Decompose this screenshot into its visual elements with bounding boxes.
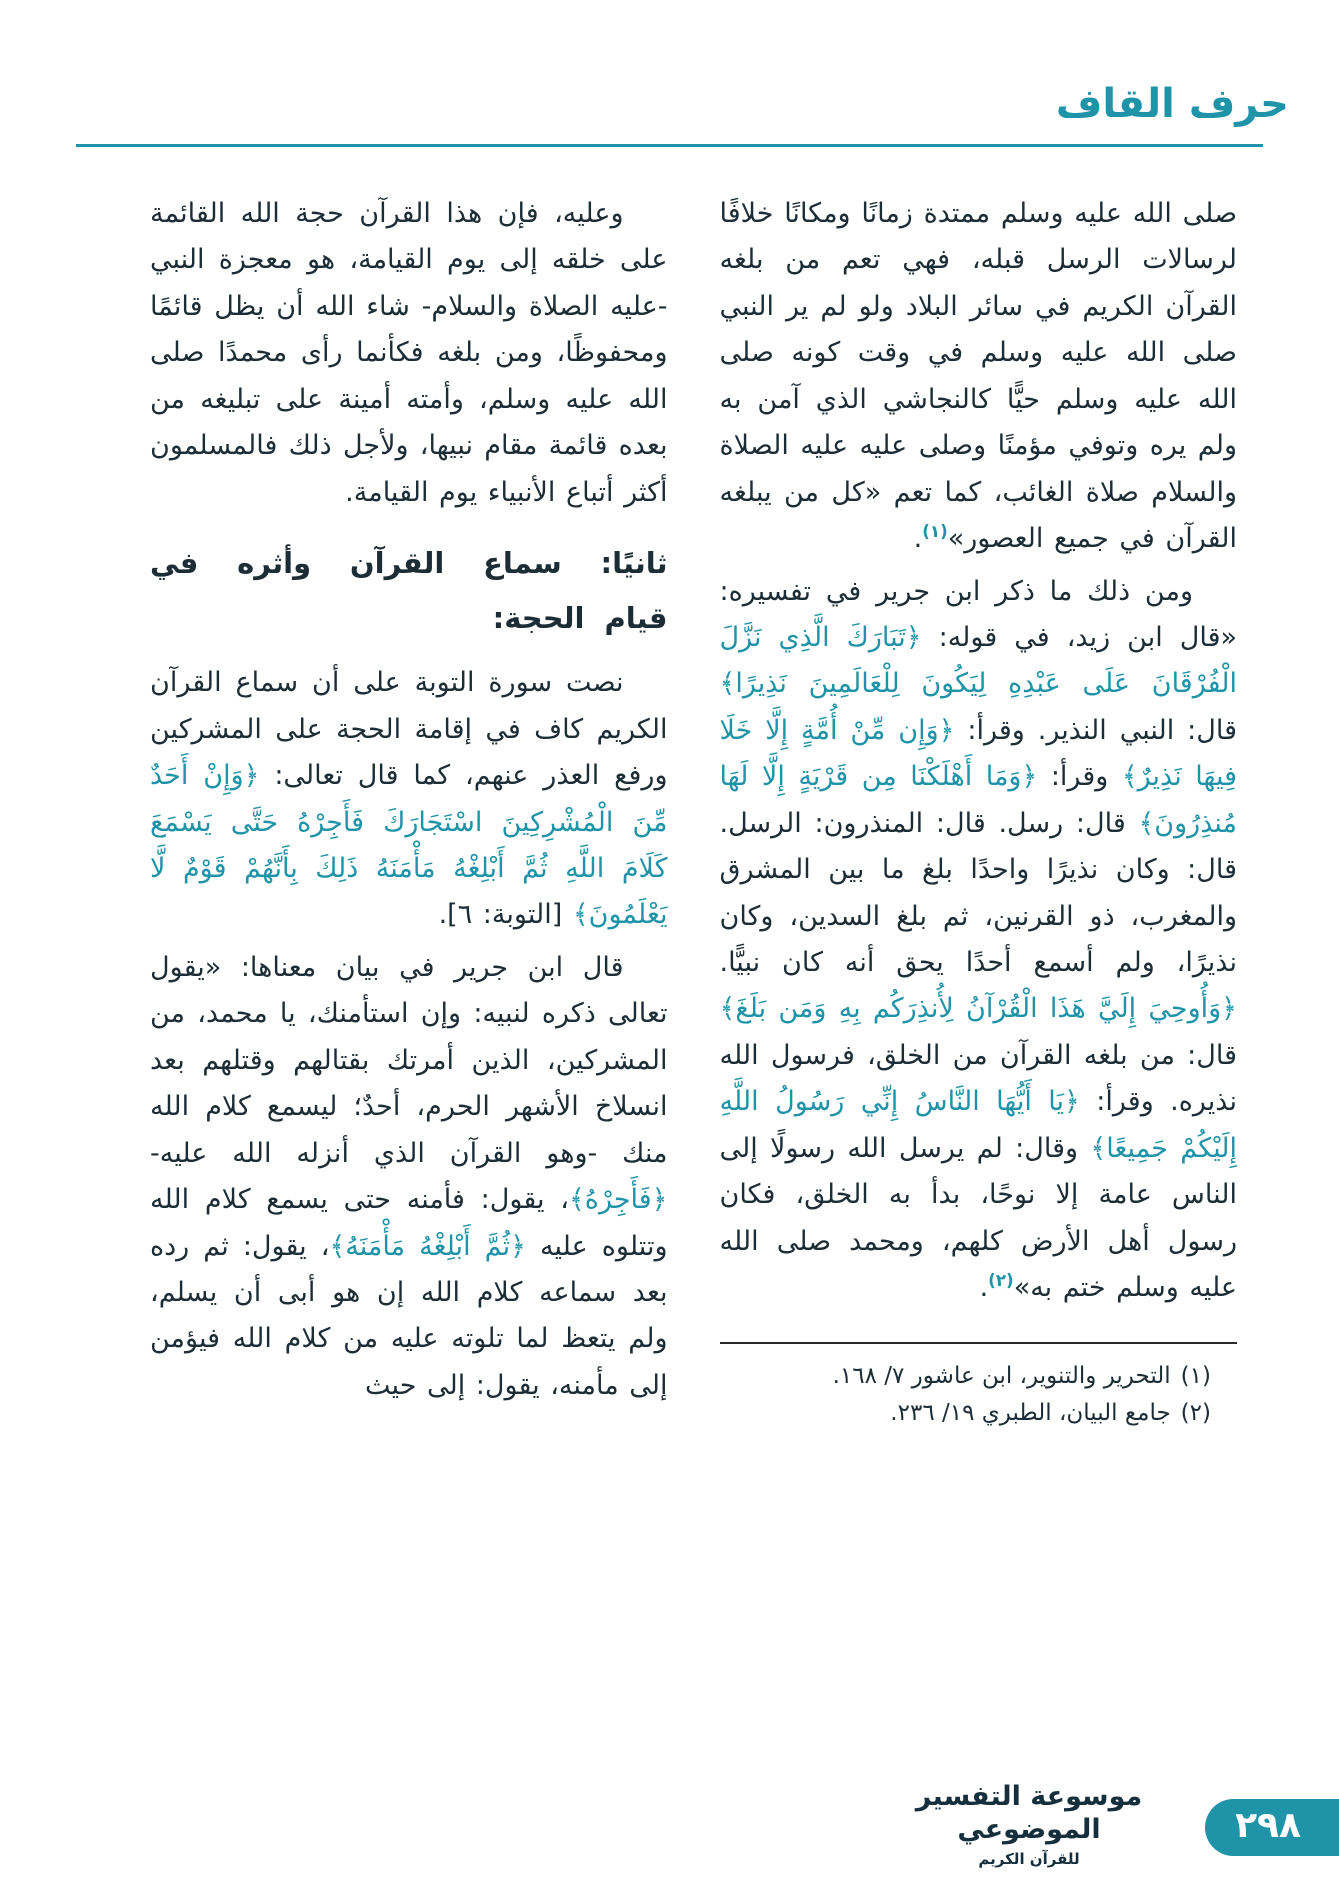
footnote-list [720,1358,1238,1434]
body-text: ، يقول: ثم رده بعد سماعه كلام الله إن هو أبى أن يسلم، ولم يتعظ لما تلوته عليه من كلام الله فيؤمن إلى مأمنه، يقول: إلى حيث [150,1230,668,1401]
body-text: قال: النبي النذير. وقرأ: [954,714,1237,746]
paragraph [720,191,1238,563]
publisher-logo-subtitle: للقرآن الكريم [978,1850,1080,1868]
paragraph [150,945,668,1409]
body-text: نصت سورة التوبة على أن سماع القرآن الكريم كاف في إقامة الحجة على المشركين ورفع العذر عنهم، كما قال تعالى: [150,667,668,792]
quran-verse: ﴿يَا أَيُّهَا النَّاسُ إِنِّي رَسُولُ اللَّهِ إِلَيْكُمْ جَمِيعًا﴾ [719,1086,1237,1164]
quran-verse: ﴿فَأَجِرْهُ﴾ [568,1184,668,1216]
footnote-marker: (١) [1180,1362,1211,1389]
quran-verse: ﴿ثُمَّ أَبْلِغْهُ مَأْمَنَهُ﴾ [329,1230,526,1262]
page-number: ٢٩٨ [1235,1805,1301,1846]
chapter-title: حرف القاف [1055,81,1289,127]
publisher-logo [889,1781,1169,1868]
quran-verse: ﴿وَإِنْ أَحَدٌ مِّنَ الْمُشْرِكِينَ اسْتَجَارَكَ فَأَجِرْهُ حَتَّى يَسْمَعَ كَلَامَ اللَّهِ ثُمَّ أَبْلِغْهُ مَأْمَنَهُ ذَلِكَ بِأَنَّهُمْ قَوْمٌ لَّا يَعْلَمُونَ﴾ [150,760,668,931]
body-text: وقال: لم يرسل الله رسولًا إلى الناس عامة إلا نوحًا، بدأ به الخلق، فكان رسول أهل الأرض كلهم، ومحمد صلى الله عليه وسلم ختم به» [719,1132,1237,1304]
body-text: ومن ذلك ما ذكر ابن جرير في تفسيره: «قال ابن زيد، في قوله: [719,575,1237,653]
body-text: . [979,1272,989,1304]
footnote-ref: (٢) [988,1270,1014,1291]
quran-verse: ﴿وَمَا أَهْلَكْنَا مِن قَرْيَةٍ إِلَّا لَهَا مُنذِرُونَ﴾ [719,761,1237,839]
footnote-text: التحرير والتنوير، ابن عاشور ٧/ ١٦٨. [832,1362,1171,1389]
footnote [720,1395,1238,1433]
body-text: وعليه، فإن هذا القرآن حجة الله القائمة على خلقه إلى يوم القيامة، هو معجزة النبي -عليه الصلاة والسلام- شاء الله أن يظل قائمًا ومحفوظًا، ومن بلغه فكأنما رأى محمدًا صلى الله عليه وسلم، وأمته أمينة على تبليغه من بعده قائمة مقام نبيها، ولأجل ذلك فالمسلمون أكثر أتباع الأنبياء يوم القيامة. [150,198,668,508]
right-column [720,191,1238,1433]
quran-verse: ﴿وَأُوحِيَ إِلَيَّ هَذَا الْقُرْآنُ لِأُنذِرَكُم بِهِ وَمَن بَلَغَ﴾ [719,993,1237,1025]
paragraph [150,191,668,516]
footnote [720,1358,1238,1396]
body-text: وقرأ: [1037,761,1122,793]
section-heading [150,536,668,646]
paragraph [720,569,1238,1312]
footnote-divider [720,1342,1238,1344]
body-text: ، يقول: فأمنه حتى يسمع كلام الله وتتلوه عليه [150,1184,668,1262]
right-column-paragraphs [720,191,1238,1312]
footnote-text: جامع البيان، الطبري ١٩/ ٢٣٦. [890,1400,1171,1427]
body-text: قال: من بلغه القرآن من الخلق، فرسول الله نذيره. وقرأ: [719,1039,1237,1118]
body-text: . [913,523,923,555]
body-text: صلى الله عليه وسلم ممتدة زمانًا ومكانًا خلافًا لرسالات الرسل قبله، فهي تعم من بلغه القرآن الكريم في سائر البلاد ولو لم ير النبي صلى الله عليه وسلم في وقت كونه صلى الله عليه وسلم حيًّا كالنجاشي الذي آمن به ولم يره وتوفي مؤمنًا وصلى عليه عليه الصلاة والسلام صلاة الغائب، كما تعم «كل من يبلغه القرآن في جميع العصور» [719,198,1237,555]
left-column [150,191,668,1415]
left-column-paragraphs [150,191,668,1409]
publisher-logo-title: موسوعة التفسير الموضوعي [915,1781,1143,1845]
page-header [0,0,1339,147]
text-columns [0,147,1339,1433]
body-text: ثانيًا: سماع القرآن وأثره في قيام الحجة: [150,546,668,636]
body-text: قال: رسل. قال: المنذرون: الرسل. قال: وكان نذيرًا واحدًا بلغ ما بين المشرق والمغرب، ذو القرنين، ثم بلغ السدين، وكان نذيرًا، ولم أسمع أحدًا يحق أنه كان نبيًّا. [719,807,1237,978]
paragraph [150,660,668,939]
footnotes-section [720,1342,1238,1434]
footnote-marker: (٢) [1180,1400,1211,1427]
footnote-ref: (١) [922,521,948,542]
quran-verse: ﴿وَإِن مِّنْ أُمَّةٍ إِلَّا خَلَا فِيهَا نَذِيرٌ﴾ [719,714,1237,793]
body-text: [التوبة: ٦]. [438,899,573,931]
body-text: قال ابن جرير في بيان معناها: «يقول تعالى ذكره لنبيه: وإن استأمنك، يا محمد، من المشركين، الذين أمرتك بقتالهم وقتلهم بعد انسلاخ الأشهر الحرم، أحدٌ؛ ليسمع كلام الله منك -وهو القرآن الذي أنزله الله عليه- [150,951,668,1169]
quran-verse: ﴿تَبَارَكَ الَّذِي نَزَّلَ الْفُرْقَانَ عَلَى عَبْدِهِ لِيَكُونَ لِلْعَالَمِينَ نَذِيرًا﴾ [719,621,1237,700]
page-number-badge [1205,1799,1339,1856]
